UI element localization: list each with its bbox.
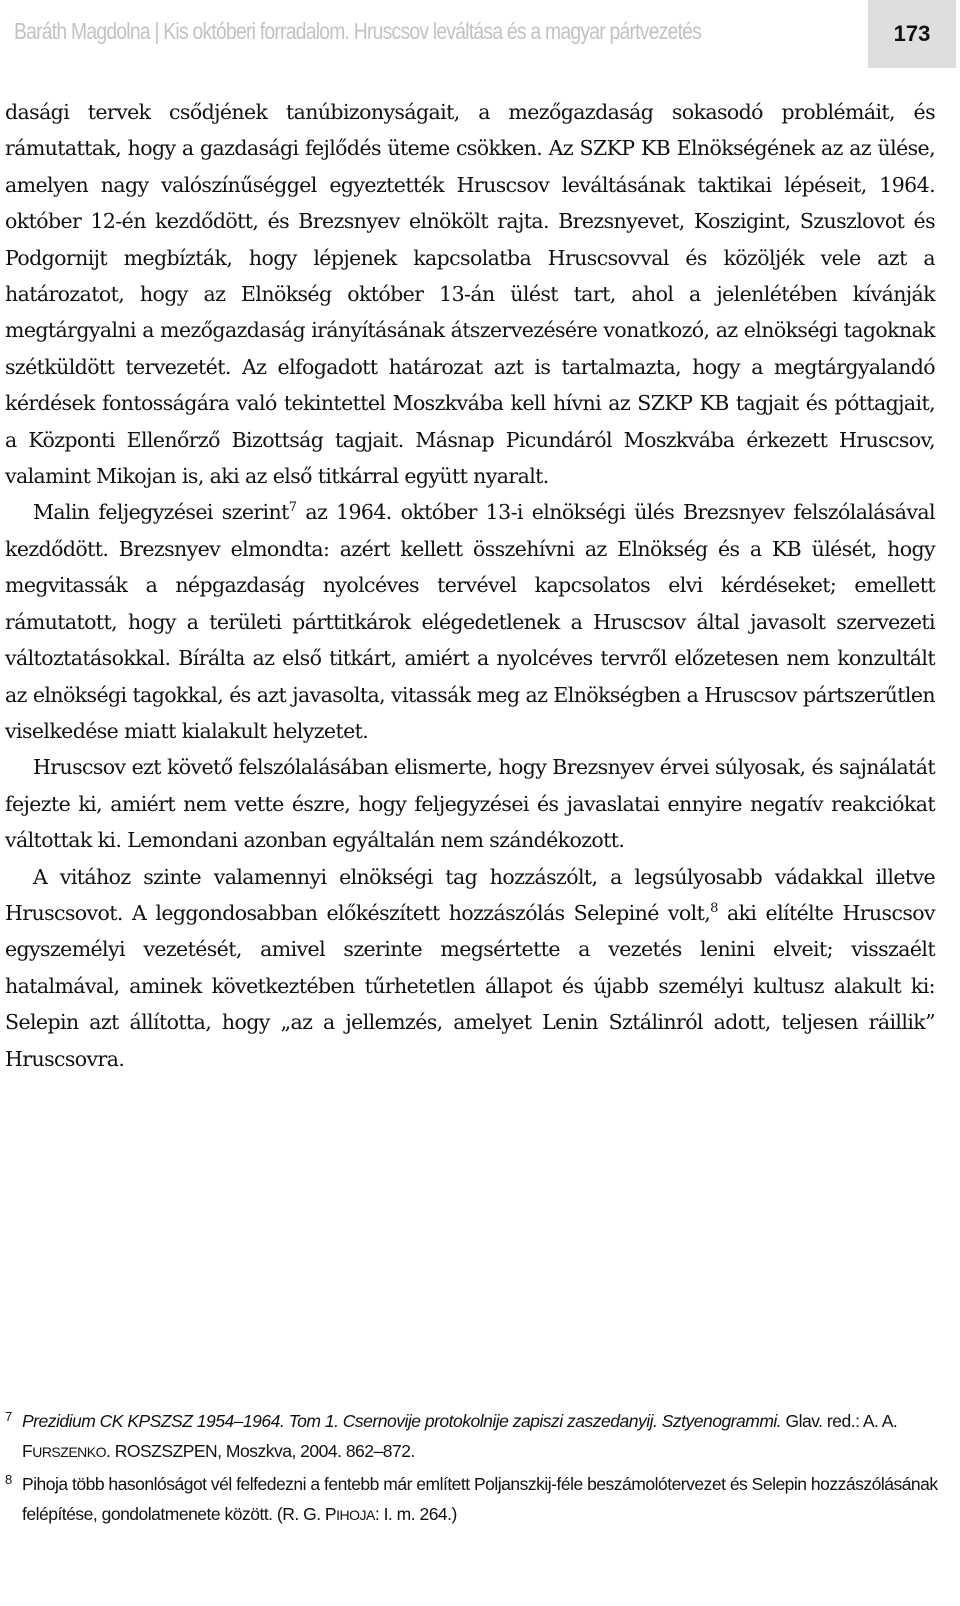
- footnote-7-number: 7: [5, 1409, 12, 1424]
- running-head: Baráth Magdolna | Kis októberi forradalom. Hruscsov leváltása és a magyar pártvezetés: [14, 18, 702, 44]
- paragraph-4-rest: aki elítélte Hruscsov egyszemélyi vezetését, amivel szerinte megsértette a vezetés lenini elveit; visszaélt hatalmával, aminek következtében tűrhetetlen állapot és újabb személyi kultusz alakult ki: Selepin azt állította, hogy „az a jellemzés, amelyet Lenin Sztálinról adott, teljesen ráillik” Hruscsovra.: [5, 900, 935, 1071]
- footnote-8-number: 8: [5, 1472, 12, 1487]
- paragraph-4: [5, 859, 935, 1077]
- paragraph-4-start: A vitához szinte valamennyi elnökségi tag hozzászólt, a legsúlyosabb vádakkal illetve Hruscsovot. A leggondosabban előkészített hozzászólás Selepiné volt,: [5, 864, 935, 925]
- footnote-8-end: : I. m. 264.): [374, 1504, 457, 1524]
- page-number-box: [868, 0, 956, 68]
- page-number: 173: [893, 21, 931, 46]
- footnote-8-smallcaps: IHOJA: [336, 1507, 375, 1523]
- footnote-ref-8: 8: [710, 901, 718, 917]
- paragraph-2-start: Malin feljegyzései szerint: [33, 500, 289, 525]
- paragraph-3: Hruscsov ezt követő felszólalásában elismerte, hogy Brezsnyev érvei súlyosak, és sajnálatát fejezte ki, amiért nem vette észre, hogy feljegyzései és javaslatai ennyire negatív reakciókat váltottak ki. Lemondani azonban egyáltalán nem szándékozott.: [5, 755, 935, 853]
- main-text: [5, 94, 935, 1077]
- footnote-7-smallcaps: URSZENKO: [32, 1444, 106, 1460]
- footnote-ref-7: 7: [288, 500, 297, 516]
- page-header: [0, 0, 960, 70]
- paragraph-1: dasági tervek csődjének tanúbizonyságait, a mezőgazdaság sokasodó problémáit, és rámutattak, hogy a gazdasági fejlődés üteme csökken. Az SZKP KB Elnökségének az az ülése, amelyen nagy valószínűséggel egyeztették Hruscsov leváltásának taktikai lépéseit, 1964. október 12-én kezdődött, és Brezsnyev elnökölt rajta. Brezsnyevet, Koszigint, Szuszlovot és Podgornijt megbízták, hogy lépjenek kapcsolatba Hruscsovval és közöljék vele azt a határozatot, hogy az Elnökség október 13-án ülést tart, ahol a jelenlétében kívánják megtárgyalni a mezőgazdaság irányításának átszervezésére vonatkozó, az elnökségi tagoknak szétküldött tervezetét. Az elfogadott határozat azt is tartalmazta, hogy a megtárgyalandó kérdések fontosságára való tekintettel Moszkvába kell hívni az SZKP KB tagjait és póttagjait, a Központi Ellenőrző Bizottság tagjait. Másnap Picundáról Moszkvába érkezett Hruscsov, valamint Mikojan is, aki az első titkárral együtt nyaralt.: [5, 100, 935, 489]
- paragraph-2: [5, 494, 935, 749]
- footnote-7-title: Prezidium CK KPSZSZ 1954–1964. Tom 1. Csernovije protokolnije zapiszi zaszedanyij. Sztyenogrammi.: [22, 1411, 782, 1431]
- footnote-7: [5, 1406, 940, 1467]
- paragraph-2-rest: az 1964. október 13-i elnökségi ülés Brezsnyev felszólalásával kezdődött. Brezsnyev elmondta: azért kellett összehívni az Elnökség és a KB ülését, hogy megvitassák a népgazdaság nyolcéves tervével kapcsolatos elvi kérdéseket; emellett rámutatott, hogy a területi párttitkárok elégedetlenek a Hruscsov által javasolt szervezeti változtatásokkal. Bírálta az első titkárt, amiért a nyolcéves tervről előzetesen nem konzultált az elnökségi tagokkal, és azt javasolta, vitassák meg az Elnökségben a Hruscsov pártszerűtlen viselkedése miatt kialakult helyzetet.: [5, 500, 935, 743]
- footnote-8: [5, 1469, 940, 1530]
- footnote-7-text: Glav. red.: A. A. F: [22, 1411, 898, 1461]
- footnotes: [5, 1406, 940, 1532]
- footnote-7-end: . ROSZSZPEN, Moszkva, 2004. 862–872.: [106, 1441, 415, 1461]
- footnote-8-text: Pihoja több hasonlóságot vél felfedezni a fentebb már említett Poljanszkij-féle beszámolótervezet és Selepin hozzászólásának felépítése, gondolatmenete között. (R. G. P: [22, 1474, 938, 1524]
